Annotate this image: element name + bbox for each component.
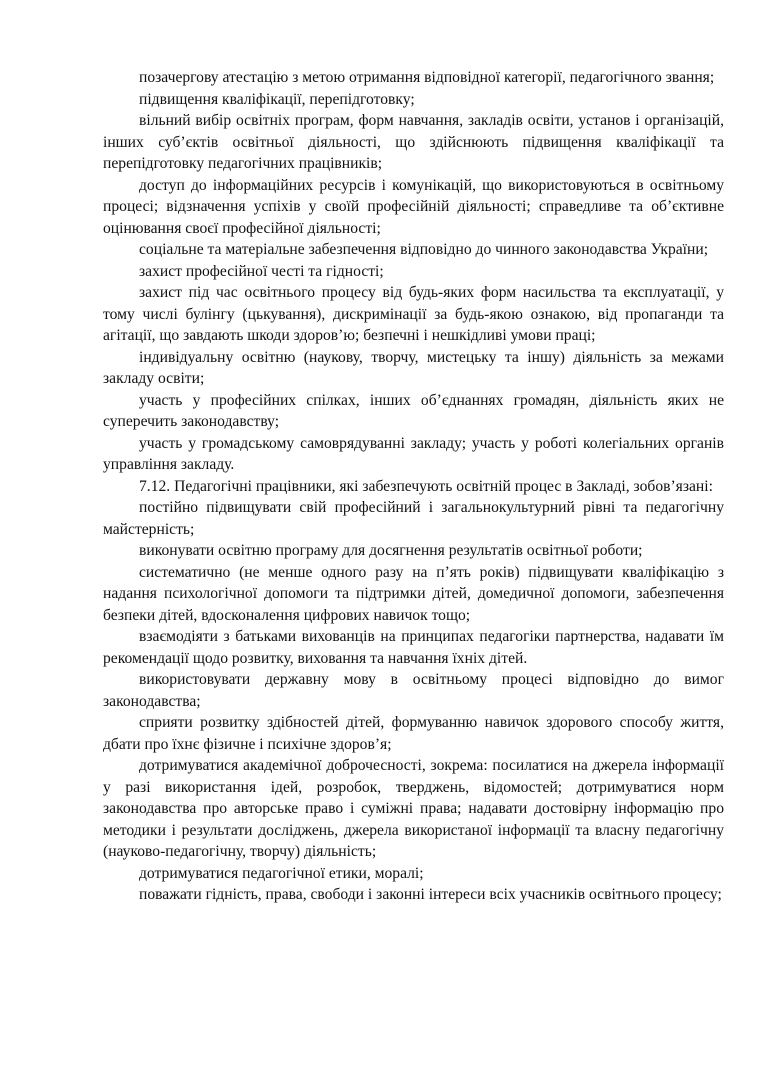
paragraph: вільний вибір освітніх програм, форм навчання, закладів освіти, установ і організацій, інших суб’єктів освітньої діяльності, що здійснюють підвищення кваліфікації та перепідготовку педагогічних працівників; xyxy=(103,112,724,172)
paragraph: використовувати державну мову в освітньому процесі відповідно до вимог законодавства; xyxy=(103,671,724,710)
paragraph: доступ до інформаційних ресурсів і комунікацій, що використовуються в освітньому процесі; відзначення успіхів у своїй професійній діяльності; справедливе та об’єктивне оцінювання своєї професійної діяльності; xyxy=(103,176,724,237)
paragraph: захист професійної честі та гідності; xyxy=(139,262,384,280)
paragraph: дотримуватися педагогічної етики, моралі; xyxy=(139,864,424,882)
paragraph: сприяти розвитку здібностей дітей, формуванню навичок здорового способу життя, дбати про їхнє фізичне і психічне здоров’я; xyxy=(103,714,724,753)
paragraph: постійно підвищувати свій професійний і загальнокультурний рівні та педагогічну майстерність; xyxy=(103,499,724,538)
paragraph: взаємодіяти з батьками вихованців на принципах педагогіки партнерства, надавати їм рекомендації щодо розвитку, виховання та навчання їхніх дітей. xyxy=(103,628,724,667)
paragraph: участь у громадському самоврядуванні закладу; участь у роботі колегіальних органів управління закладу. xyxy=(103,434,724,473)
paragraph: позачергову атестацію з метою отримання відповідної категорії, педагогічного звання; xyxy=(139,69,715,86)
paragraph: підвищення кваліфікації, перепідготовку; xyxy=(139,90,415,108)
document-page xyxy=(103,67,724,906)
paragraph: соціальне та матеріальне забезпечення відповідно до чинного законодавства України; xyxy=(139,241,709,258)
paragraph: систематично (не менше одного разу на п’ять років) підвищувати кваліфікацію з надання психологічної допомоги та підтримки дітей, домедичної допомоги, забезпечення безпеки дітей, вдосконалення цифрових навичок тощо; xyxy=(103,563,724,624)
paragraph: дотримуватися академічної доброчесності, зокрема: посилатися на джерела інформації у разі використання ідей, розробок, тверджень, відомостей; дотримуватися норм законодавства про авторське право і суміжні права; надавати достовірну інформацію про методики і результати досліджень, джерела використаної інформації та власну педагогічну (науково-педагогічну, творчу) діяльність; xyxy=(103,757,724,860)
paragraph: поважати гідність, права, свободи і законні інтереси всіх учасників освітнього процесу; xyxy=(139,886,722,903)
paragraph: участь у професійних спілках, інших об’єднаннях громадян, діяльність яких не суперечить законодавству; xyxy=(103,391,724,430)
paragraph: виконувати освітню програму для досягнення результатів освітньої роботи; xyxy=(139,542,643,559)
section-heading-paragraph: 7.12. Педагогічні працівники, які забезпечують освітній процес в Закладі, зобов’язані: xyxy=(139,477,713,495)
paragraph: захист під час освітнього процесу від будь-яких форм насильства та експлуатації, у тому числі булінгу (цькування), дискримінації за будь-якою ознакою, від пропаганди та агітації, що завдають шкоди здоров’ю; безпечні і нешкідливі умови праці; xyxy=(103,284,724,344)
paragraph: індивідуальну освітню (наукову, творчу, мистецьку та іншу) діяльність за межами закладу освіти; xyxy=(103,348,724,387)
